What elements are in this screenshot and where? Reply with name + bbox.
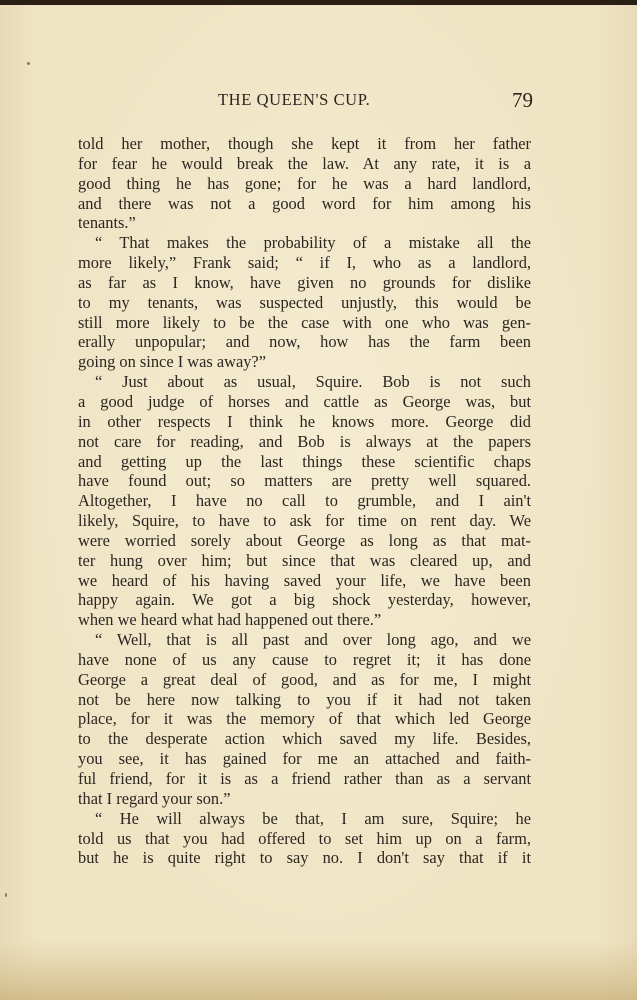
text-line: in other respects I think he knows more. George did	[78, 411, 531, 431]
text-line: going on since I was away?”	[78, 352, 266, 372]
text-line: ful friend, for it is as a friend rather than as a servant	[78, 769, 531, 788]
text-line: more likely,” Frank said; “ if I, who as a landlord,	[78, 253, 531, 273]
running-title: THE QUEEN'S CUP.	[218, 90, 371, 109]
text-line: likely, Squire, to have to ask for time on rent day. We	[78, 511, 531, 531]
text-line: that I regard your son.”	[78, 788, 231, 808]
text-line: told us that you had offered to set him up on a farm,	[78, 828, 531, 848]
text-line: “ Well, that is all past and over long ago, and we	[95, 630, 531, 650]
text-line: Altogether, I have no call to grumble, and I ain't	[78, 491, 531, 511]
text-line: happy again. We got a big shock yesterday, however,	[78, 590, 531, 610]
text-line: not be here now talking to you if it had not taken	[78, 689, 531, 709]
paper-speck	[27, 62, 30, 65]
paper-speck	[5, 893, 7, 897]
body-text	[78, 134, 531, 868]
page-top-border	[0, 0, 637, 5]
text-line: for fear he would break the law. At any rate, it is a	[78, 153, 531, 173]
text-line: “ He will always be that, I am sure, Squire; he	[95, 808, 531, 828]
text-line: but he is quite right to say no. I don't say that if it	[78, 848, 531, 868]
text-line: a good judge of horses and cattle as George was, but	[78, 391, 531, 411]
text-line: good thing he has gone; for he was a hard landlord,	[78, 173, 531, 193]
text-line: ter hung over him; but since that was cleared up, and	[78, 550, 531, 570]
text-line: have found out; so matters are pretty well squared.	[78, 471, 531, 491]
page-number: 79	[512, 88, 533, 112]
text-line: “ That makes the probability of a mistake all the	[95, 233, 531, 253]
text-line: when we heard what had happened out there.”	[78, 610, 382, 630]
text-line: as far as I know, have given no grounds for dislike	[78, 272, 531, 292]
text-line: told her mother, though she kept it from her father	[78, 134, 531, 153]
page-bottom-shading	[0, 940, 637, 1000]
text-line: were worried sorely about George as long as that mat-	[78, 530, 531, 550]
text-line: erally unpopular; and now, how has the farm been	[78, 332, 531, 352]
text-line: tenants.”	[78, 213, 136, 233]
page-header	[78, 88, 533, 114]
text-line: not care for reading, and Bob is always at the papers	[78, 431, 531, 451]
text-line: to my tenants, was suspected unjustly, this would be	[78, 292, 531, 312]
text-line: and getting up the last things these scientific chaps	[78, 451, 531, 471]
text-line: still more likely to be the case with one who was gen-	[78, 312, 531, 332]
text-line: and there was not a good word for him among his	[78, 193, 531, 213]
text-line: you see, it has gained for me an attached and faith-	[78, 749, 531, 769]
text-line: “ Just about as usual, Squire. Bob is not such	[95, 372, 531, 392]
text-line: George a great deal of good, and as for me, I might	[78, 669, 531, 689]
text-line: we heard of his having saved your life, we have been	[78, 570, 531, 590]
text-line: to the desperate action which saved my life. Besides,	[78, 729, 531, 749]
text-line: place, for it was the memory of that which led George	[78, 709, 531, 729]
text-line: have none of us any cause to regret it; it has done	[78, 649, 531, 669]
